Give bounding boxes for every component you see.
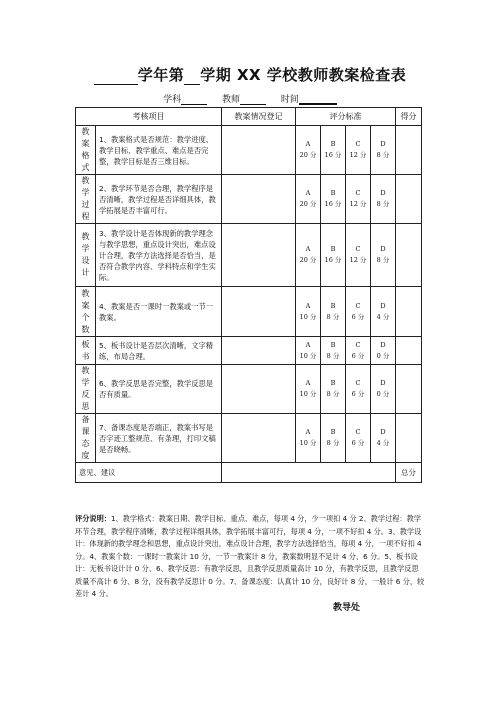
check-record-cell — [222, 287, 296, 337]
department-signature: 教导处 — [333, 603, 361, 613]
grade-points: 8 分 — [376, 151, 390, 159]
grade-letter: B — [330, 379, 336, 387]
inspection-table — [75, 107, 422, 483]
category-char: 格 — [81, 151, 90, 160]
score-cell — [396, 365, 422, 414]
grade-letter: D — [380, 428, 386, 436]
total-label: 总分 — [396, 463, 422, 483]
category-char: 程 — [81, 212, 90, 221]
subtitle-fields — [0, 92, 500, 105]
check-record-cell — [222, 126, 296, 175]
grade-letter: B — [330, 301, 336, 310]
header-check: 教案情况登记 — [222, 108, 296, 126]
grade-letter: A — [305, 245, 311, 253]
grade-letter: D — [380, 140, 386, 148]
document-title — [0, 64, 500, 85]
header-standard: 评分标准 — [296, 108, 396, 126]
grade-letter: C — [355, 140, 361, 148]
title-text-year: 学年第 — [137, 66, 185, 84]
teacher-field: 教师 — [222, 95, 266, 105]
score-cell — [396, 337, 422, 365]
category-char: 课 — [81, 427, 90, 436]
grade-points: 8 分 — [326, 439, 340, 447]
grade-letter: A — [305, 189, 311, 197]
grade-cell — [296, 337, 321, 365]
grade-letter: B — [330, 245, 336, 253]
grade-cell — [321, 414, 346, 463]
grade-cell — [296, 414, 321, 463]
category-cell — [76, 175, 96, 224]
table-row — [76, 337, 422, 365]
title-blank-term — [184, 70, 200, 85]
category-cell — [76, 224, 96, 287]
score-cell — [396, 126, 422, 175]
category-char: 过 — [81, 200, 90, 209]
grade-cell — [321, 287, 346, 337]
category-char: 设 — [81, 256, 90, 265]
grade-letter: C — [355, 245, 361, 253]
grade-cell — [371, 287, 396, 337]
grade-letter: D — [380, 301, 386, 310]
check-record-cell — [222, 175, 296, 224]
grade-cell — [321, 126, 346, 175]
category-char: 数 — [81, 324, 90, 334]
category-char: 度 — [81, 451, 90, 460]
category-cell — [76, 337, 96, 365]
grade-cell — [346, 414, 371, 463]
grade-cell — [296, 224, 321, 287]
check-record-cell — [222, 414, 296, 463]
grade-points: 10 分 — [299, 312, 317, 321]
item-description: 4、教案是否一课时一教案或一节一教案。 — [96, 287, 222, 337]
table-row — [76, 224, 422, 287]
grade-points: 12 分 — [349, 200, 367, 208]
grade-cell — [371, 414, 396, 463]
category-char: 书 — [81, 351, 90, 361]
opinion-cell — [222, 463, 396, 483]
header-item: 考核项目 — [76, 108, 222, 126]
grade-cell — [321, 365, 346, 414]
subject-field: 学科 — [163, 95, 207, 105]
grade-letter: A — [305, 379, 311, 387]
grade-cell — [371, 337, 396, 365]
notes-label: 评分说明： — [75, 514, 111, 523]
grade-points: 6 分 — [351, 312, 365, 321]
opinion-row — [76, 463, 422, 483]
category-char: 个 — [81, 312, 90, 322]
grade-points: 16 分 — [324, 200, 342, 208]
grade-points: 12 分 — [349, 151, 367, 159]
check-record-cell — [222, 337, 296, 365]
grade-letter: A — [305, 340, 311, 349]
category-char: 教 — [81, 288, 90, 298]
item-description: 5、板书设计是否层次清晰，文字精练，布局合理。 — [96, 337, 222, 365]
table-row — [76, 414, 422, 463]
grade-cell — [346, 365, 371, 414]
grade-letter: C — [355, 428, 361, 436]
header-score: 得分 — [396, 108, 422, 126]
grade-points: 6 分 — [351, 351, 365, 360]
grade-points: 20 分 — [299, 151, 317, 159]
category-char: 教 — [81, 366, 90, 375]
grade-points: 8 分 — [326, 390, 340, 398]
item-description: 3、教学设计是否体现新的教学理念与教学思想，重点设计突出，难点设计合理，教学方法选择是否恰当，是否符合教学内容、学科特点和学生实际。 — [96, 224, 222, 287]
header-row — [76, 108, 422, 126]
category-cell — [76, 414, 96, 463]
grade-points: 10 分 — [299, 439, 317, 447]
grade-points: 8 分 — [376, 256, 390, 264]
category-char: 板 — [81, 339, 90, 349]
category-char: 学 — [81, 378, 90, 387]
category-cell — [76, 287, 96, 337]
grade-points: 6 分 — [351, 439, 365, 447]
grade-points: 10 分 — [299, 390, 317, 398]
grade-letter: C — [355, 301, 361, 310]
grade-letter: C — [355, 379, 361, 387]
grade-cell — [346, 224, 371, 287]
title-text-main: 学期 XX 学校教师教案检查表 — [200, 66, 407, 84]
grade-letter: A — [305, 140, 311, 148]
grade-letter: B — [330, 189, 336, 197]
grade-points: 8 分 — [376, 200, 390, 208]
category-char: 思 — [81, 402, 90, 411]
grade-cell — [346, 287, 371, 337]
grade-points: 20 分 — [299, 256, 317, 264]
grade-points: 10 分 — [299, 351, 317, 360]
opinion-label: 意见、建议 — [76, 463, 222, 483]
grade-points: 4 分 — [376, 439, 390, 447]
grade-cell — [296, 287, 321, 337]
grade-points: 4 分 — [376, 312, 390, 321]
grade-points: 8 分 — [326, 312, 340, 321]
grade-cell — [346, 126, 371, 175]
category-char: 学 — [81, 244, 90, 253]
grade-letter: A — [305, 301, 311, 310]
score-cell — [396, 414, 422, 463]
category-char: 教 — [81, 127, 90, 136]
grade-cell — [371, 224, 396, 287]
grade-points: 6 分 — [351, 390, 365, 398]
grade-cell — [371, 126, 396, 175]
check-record-cell — [222, 224, 296, 287]
category-char: 反 — [81, 390, 90, 399]
grade-cell — [371, 175, 396, 224]
grade-letter: B — [330, 340, 336, 349]
check-record-cell — [222, 365, 296, 414]
grade-letter: C — [355, 189, 361, 197]
grade-letter: D — [380, 340, 386, 349]
scoring-notes — [75, 513, 425, 601]
item-description: 6、教学反思是否完整，教学反思是否有质量。 — [96, 365, 222, 414]
grade-cell — [346, 337, 371, 365]
table-row — [76, 287, 422, 337]
grade-cell — [346, 175, 371, 224]
category-char: 案 — [81, 139, 90, 148]
grade-points: 8 分 — [326, 351, 340, 360]
grade-letter: B — [330, 428, 336, 436]
grade-letter: D — [380, 245, 386, 253]
time-field: 时间 — [281, 95, 337, 105]
grade-letter: A — [305, 428, 311, 436]
category-char: 态 — [81, 439, 90, 448]
grade-cell — [321, 337, 346, 365]
category-char: 学 — [81, 188, 90, 197]
grade-cell — [321, 175, 346, 224]
category-char: 式 — [81, 163, 90, 172]
grade-cell — [296, 175, 321, 224]
category-cell — [76, 365, 96, 414]
category-char: 教 — [81, 176, 90, 185]
grade-points: 16 分 — [324, 151, 342, 159]
grade-points: 16 分 — [324, 256, 342, 264]
grade-cell — [296, 365, 321, 414]
grade-cell — [296, 126, 321, 175]
title-blank-year — [94, 70, 138, 85]
score-cell — [396, 224, 422, 287]
category-char: 计 — [81, 268, 90, 277]
notes-body: 1、教学格式：教案日期、教学目标、重点、难点，每项 4 分，少一项扣 4 分 2、教学过程：教学环节合理，教学程序清晰，教学过程详细具体，教学拓展丰富可行，每项 4 分，一项不好扣 4 分。3、教学设计：体现新的教学理念和思想，重点设计突出，难点设计合理，教学方法选择恰当，每项 4 分，一项不好扣 4 分。4、教案个数：一课时一教案计 10 分，一节一教案计 8 分，教案数明显不足计 4 分、6 分。5、板书设计：无板书设计计 0 分、6、教学反思：有教学反思，且教学反思质量高计 10 分，有教学反思，且教学反思质量不高计 6 分、8 分，没有教学反思计 0 分。7、备课态度：认真计 10 分，良好计 8 分，一般计 6 分，较差计 4 分。 — [75, 514, 425, 598]
item-description: 7、备课态度是否端正，教案书写是否字迹工整规范、有条理，打印文稿是否晓畅。 — [96, 414, 222, 463]
category-char: 教 — [81, 232, 90, 241]
grade-cell — [321, 224, 346, 287]
grade-letter: C — [355, 340, 361, 349]
grade-letter: D — [380, 379, 386, 387]
table-row — [76, 365, 422, 414]
category-cell — [76, 126, 96, 175]
category-char: 案 — [81, 300, 90, 310]
grade-letter: D — [380, 189, 386, 197]
grade-points: 0 分 — [376, 351, 390, 360]
grade-letter: B — [330, 140, 336, 148]
item-description: 2、教学环节是否合理，教学程序是否清晰，教学过程是否详细具体，教学拓展是否丰富可行。 — [96, 175, 222, 224]
score-cell — [396, 287, 422, 337]
table-row — [76, 175, 422, 224]
grade-points: 0 分 — [376, 390, 390, 398]
grade-cell — [371, 365, 396, 414]
item-description: 1、教案格式是否规范：教学进度、教学目标、教学重点、难点是否完整，教学目标是否三维目标。 — [96, 126, 222, 175]
score-cell — [396, 175, 422, 224]
grade-points: 20 分 — [299, 200, 317, 208]
table-row — [76, 126, 422, 175]
grade-points: 12 分 — [349, 256, 367, 264]
category-char: 备 — [81, 415, 90, 424]
